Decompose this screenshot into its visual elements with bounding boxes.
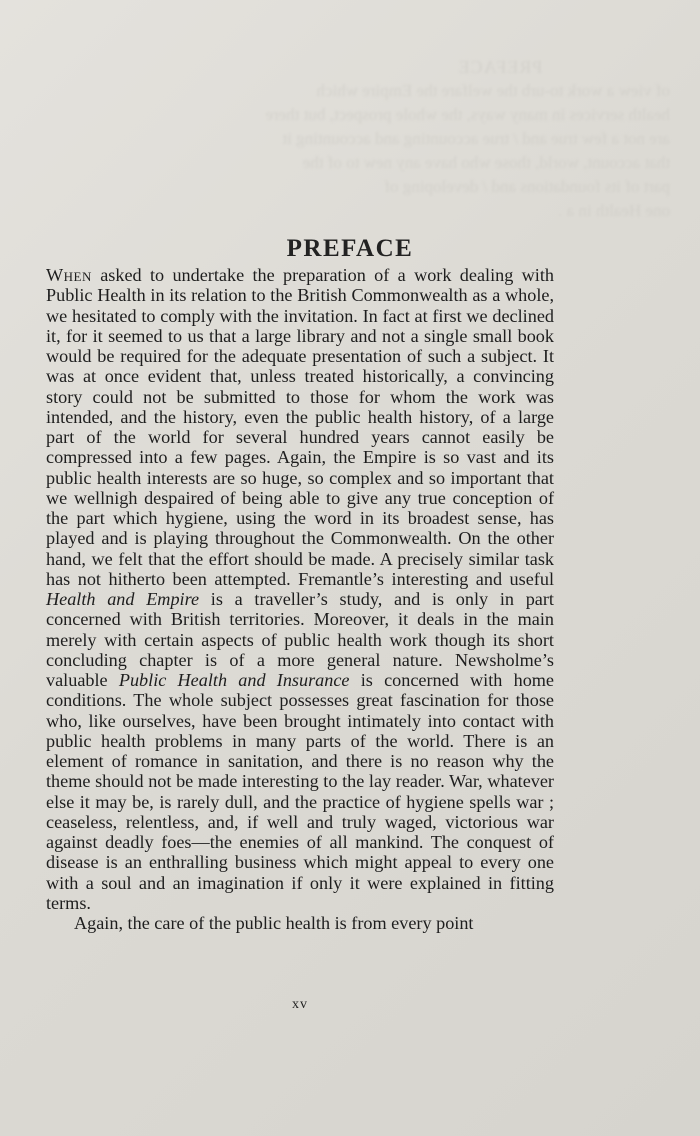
book-title-public-health-and-insurance: Public Health and Insurance — [118, 670, 350, 690]
page-title: PREFACE — [286, 234, 414, 262]
show-through-from-reverse-page: PREFACE of view a work to-urb the welfare the Empire which health services in many ways, the whole prospect, but there are not a few true and / true accounting and accounting it that account, world, those who have any new to of the part of its foundations and / developing of one Health in a . — [265, 57, 670, 220]
paragraph-1-part-b: is a traveller’s study, and is only in part concerned with British territories. Moreover, it deals in the main merely with certain aspects of public health work though its short concluding chapter is of a more general nature. Newsholme’s valuable — [46, 589, 554, 690]
drop-lead-word: When — [46, 265, 92, 285]
page-number: xv — [292, 997, 308, 1012]
preface-body — [46, 265, 554, 933]
book-title-health-and-empire: Health and Empire — [46, 589, 200, 609]
paragraph-1 — [46, 265, 554, 913]
paragraph-1-part-c: is concerned with home conditions. The whole subject possesses great fascination for those who, like ourselves, have been brought intimately into contact with public health problems in many parts of the world. There is an element of romance in sanitation, and there is no reason why the theme should not be made interesting to the lay reader. War, whatever else it may be, is rarely dull, and the practice of hygiene spells war ; ceaseless, relentless, and, if well and truly waged, victorious war against deadly foes—the enemies of all mankind. The conquest of disease is an enthralling business which might appeal to every one with a soul and an imagination if only it were explained in fitting terms. — [46, 670, 555, 913]
paragraph-2: Again, the care of the public health is from every point — [74, 913, 474, 933]
paragraph-1-part-a: asked to undertake the preparation of a work dealing with Public Health in its relation to the British Commonwealth as a whole, we hesitated to comply with the invitation. In fact at first we declined it, for it seemed to us that a large library and not a single small book would be required for the adequate presentation of such a subject. It was at once evident that, unless treated historically, a convincing story could not be submitted to those for whom the work was intended, and the history, even the public health history, of a large part of the world for several hundred years cannot easily be compressed into a few pages. Again, the Empire is so vast and its public health interests are so huge, so complex and so important that we wellnigh despaired of being able to give any true conception of the part which hygiene, using the word in its broadest sense, has played and is playing throughout the Commonwealth. On the other hand, we felt that the effort should be made. A precisely similar task has not hitherto been attempted. Fremantle’s interesting and useful — [46, 265, 554, 589]
